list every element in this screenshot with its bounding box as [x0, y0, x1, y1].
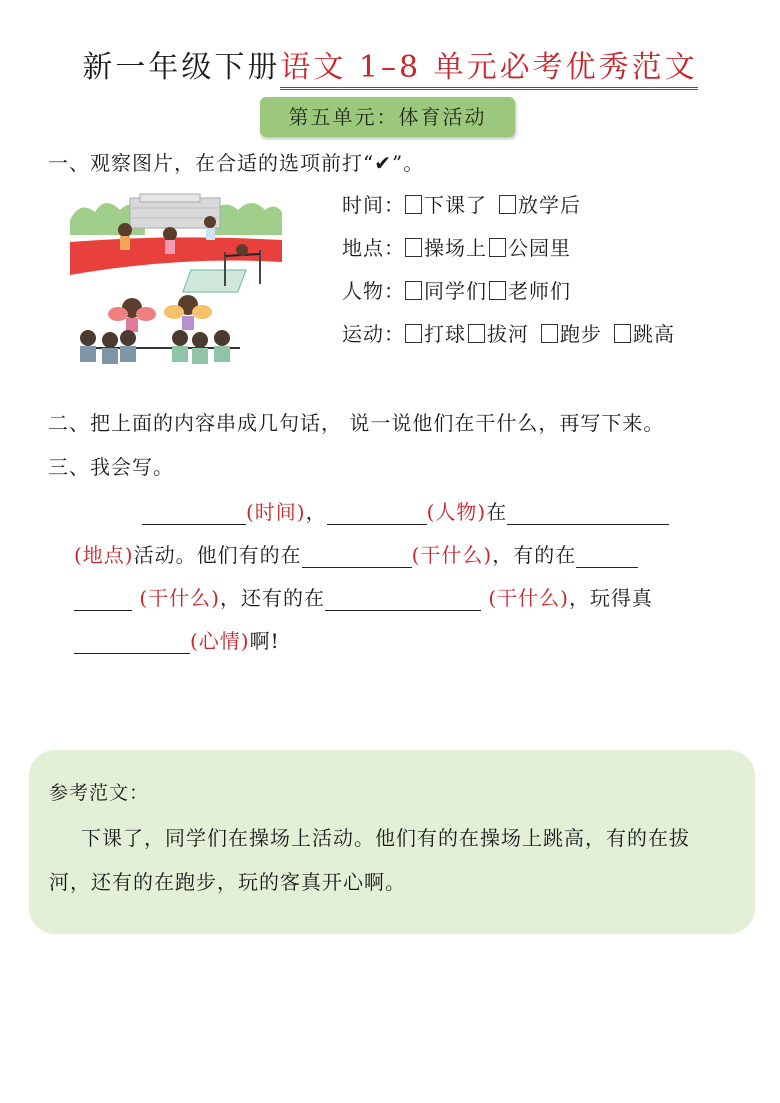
option-high-jump[interactable]: 跳高 [614, 317, 675, 351]
blank-doing-2a[interactable] [576, 539, 638, 568]
option-playground[interactable]: 操场上 [405, 231, 487, 265]
option-classmates[interactable]: 同学们 [405, 274, 487, 308]
label-sport: 运动： [342, 322, 405, 346]
fill-in-paragraph [74, 492, 686, 664]
blank-mood[interactable] [74, 625, 190, 654]
reference-body: 下课了，同学们在操场上活动。他们有的在操场上跳高，有的在拔河，还有的在跑步，玩的客真开心啊。 [49, 826, 690, 894]
reference-title: 参考范文： [49, 782, 150, 804]
reference-essay-box [29, 750, 755, 934]
question-3-prompt: 三、我会写。 [48, 455, 174, 479]
fill-line-3: (干什么)，还有的在 (干什么)，玩得真 [74, 578, 686, 621]
page-title [0, 48, 780, 88]
question-1-prompt: 一、观察图片，在合适的选项前打“✔”。 [48, 151, 425, 175]
checkbox[interactable] [405, 238, 422, 257]
fill-line-4: (心情)啊! [74, 621, 686, 664]
option-tug-of-war[interactable]: 拔河 [468, 317, 529, 351]
checkbox[interactable] [614, 324, 631, 343]
blank-doing-2b[interactable] [74, 582, 132, 611]
title-grade: 新一年级下册 [82, 50, 281, 85]
title-subject: 语文 1–8 单元必考优秀范文 [280, 50, 697, 90]
label-place: 地点： [342, 236, 405, 260]
option-xiake[interactable]: 下课了 [405, 188, 487, 222]
checkbox[interactable] [541, 324, 558, 343]
label-people: 人物： [342, 279, 405, 303]
option-fangxue[interactable]: 放学后 [499, 188, 581, 222]
unit-badge: 第五单元：体育活动 [260, 97, 515, 137]
checkbox[interactable] [405, 281, 422, 300]
blank-time[interactable] [142, 496, 246, 525]
checkbox[interactable] [468, 324, 485, 343]
options-row-time [342, 188, 677, 231]
checkbox[interactable] [499, 195, 516, 214]
question-2-prompt: 二、把上面的内容串成几句话， 说一说他们在干什么，再写下来。 [48, 411, 665, 435]
blank-place[interactable] [507, 496, 669, 525]
option-ball[interactable]: 打球 [405, 317, 466, 351]
fill-line-2: (地点)活动。他们有的在 (干什么)，有的在 [74, 535, 686, 578]
option-teachers[interactable]: 老师们 [489, 274, 571, 308]
options-row-place [342, 231, 677, 274]
option-park[interactable]: 公园里 [489, 231, 571, 265]
options-row-people [342, 274, 677, 317]
checkbox[interactable] [405, 324, 422, 343]
sports-activity-illustration [70, 190, 282, 368]
option-running[interactable]: 跑步 [541, 317, 602, 351]
label-time: 时间： [342, 193, 405, 217]
blank-people[interactable] [327, 496, 427, 525]
blank-doing-3[interactable] [325, 582, 481, 611]
options-row-sport [342, 317, 677, 360]
checkbox[interactable] [405, 195, 422, 214]
checkbox[interactable] [489, 238, 506, 257]
checkbox[interactable] [489, 281, 506, 300]
question-1-options [342, 188, 677, 360]
fill-line-1: (时间)， (人物)在 [74, 492, 686, 535]
blank-doing-1[interactable] [302, 539, 412, 568]
